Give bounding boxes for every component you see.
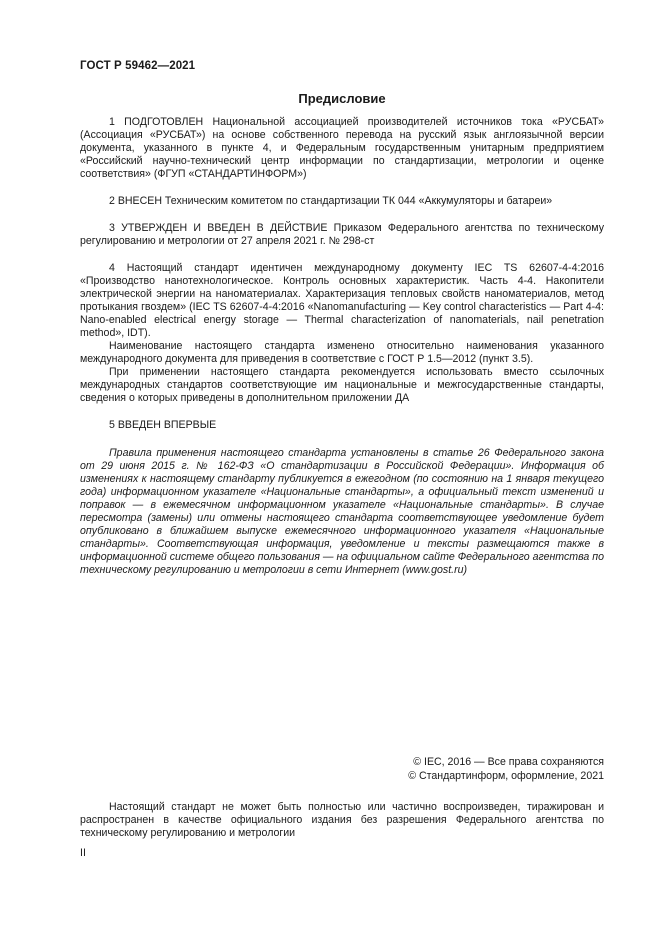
preface-item-3: 3 УТВЕРЖДЕН И ВВЕДЕН В ДЕЙСТВИЕ Приказом Федерального агентства по техническому регулированию и метрологии от 27 апреля 2021 г. № 298-ст bbox=[80, 222, 604, 247]
preface-item-4-references: При применении настоящего стандарта рекомендуется использовать вместо ссылочных международных стандартов соответствующие им национальные и межгосударственные стандарты, сведения о которых приведены в дополнительном приложении ДА bbox=[80, 366, 604, 404]
preface-item-4-naming: Наименование настоящего стандарта изменено относительно наименования указанного международного документа для приведения в соответствие с ГОСТ Р 1.5—2012 (пункт 3.5). bbox=[80, 340, 604, 365]
rules-notice bbox=[80, 447, 604, 577]
page-title: Предисловие bbox=[298, 91, 386, 106]
preface-body bbox=[80, 116, 604, 432]
preface-item-4: 4 Настоящий стандарт идентичен международному документу IEC TS 62607-4-4:2016 «Производство нанотехнологическое. Контроль основных характеристик. Часть 4-4. Накопители электрической энергии на наноматериалах. Характеризация тепловых свойств наноматериалов, метод протыкания гвоздем» (IEC TS 62607-4-4:2016 «Nanomanufacturing — Key control characteristics — Part 4-4: Nano-enabled electrical energy storage — Thermal characterization of nanomaterials, nail penetration method», IDT). bbox=[80, 262, 604, 339]
copyright-iec: © IEC, 2016 — Все права сохраняются bbox=[413, 756, 604, 768]
standard-code: ГОСТ Р 59462—2021 bbox=[80, 60, 196, 72]
copyright-standartinform: © Стандартинформ, оформление, 2021 bbox=[408, 770, 604, 782]
preface-item-2: 2 ВНЕСЕН Техническим комитетом по стандартизации ТК 044 «Аккумуляторы и батареи» bbox=[109, 195, 553, 207]
reproduction-notice-text: Настоящий стандарт не может быть полностью или частично воспроизведен, тиражирован и распространен в качестве официального издания без разрешения Федерального агентства по техническому регулированию и метрологии bbox=[80, 801, 604, 839]
copyright-block bbox=[408, 755, 604, 783]
page-number: II bbox=[80, 847, 86, 859]
rules-notice-text: Правила применения настоящего стандарта установлены в статье 26 Федерального закона от 29 июня 2015 г. № 162-ФЗ «О стандартизации в Российской Федерации». Информация об изменениях к настоящему стандарту публикуется в ежегодном (по состоянию на 1 января текущего года) информационном указателе «Национальные стандарты», а официальный текст изменений и поправок — в ежемесячном информационном указателе «Национальные стандарты». В случае пересмотра (замены) или отмены настоящего стандарта соответствующее уведомление будет опубликовано в ближайшем выпуске ежемесячного информационного указателя «Национальные стандарты». Соответствующая информация, уведомление и тексты размещаются также в информационной системе общего пользования — на официальном сайте Федерального агентства по техническому регулированию и метрологии в сети Интернет (www.gost.ru) bbox=[80, 447, 604, 576]
preface-item-5: 5 ВВЕДЕН ВПЕРВЫЕ bbox=[109, 419, 217, 431]
preface-item-1: 1 ПОДГОТОВЛЕН Национальной ассоциацией производителей источников тока «РУСБАТ» (Ассоциация «РУСБАТ») на основе собственного перевода на русский язык англоязычной версии документа, указанного в пункте 4, и Федеральным государственным унитарным предприятием «Российский научно-технический центр информации по стандартизации, метрологии и оценке соответствия» (ФГУП «СТАНДАРТИНФОРМ») bbox=[80, 116, 604, 180]
reproduction-notice bbox=[80, 801, 604, 840]
